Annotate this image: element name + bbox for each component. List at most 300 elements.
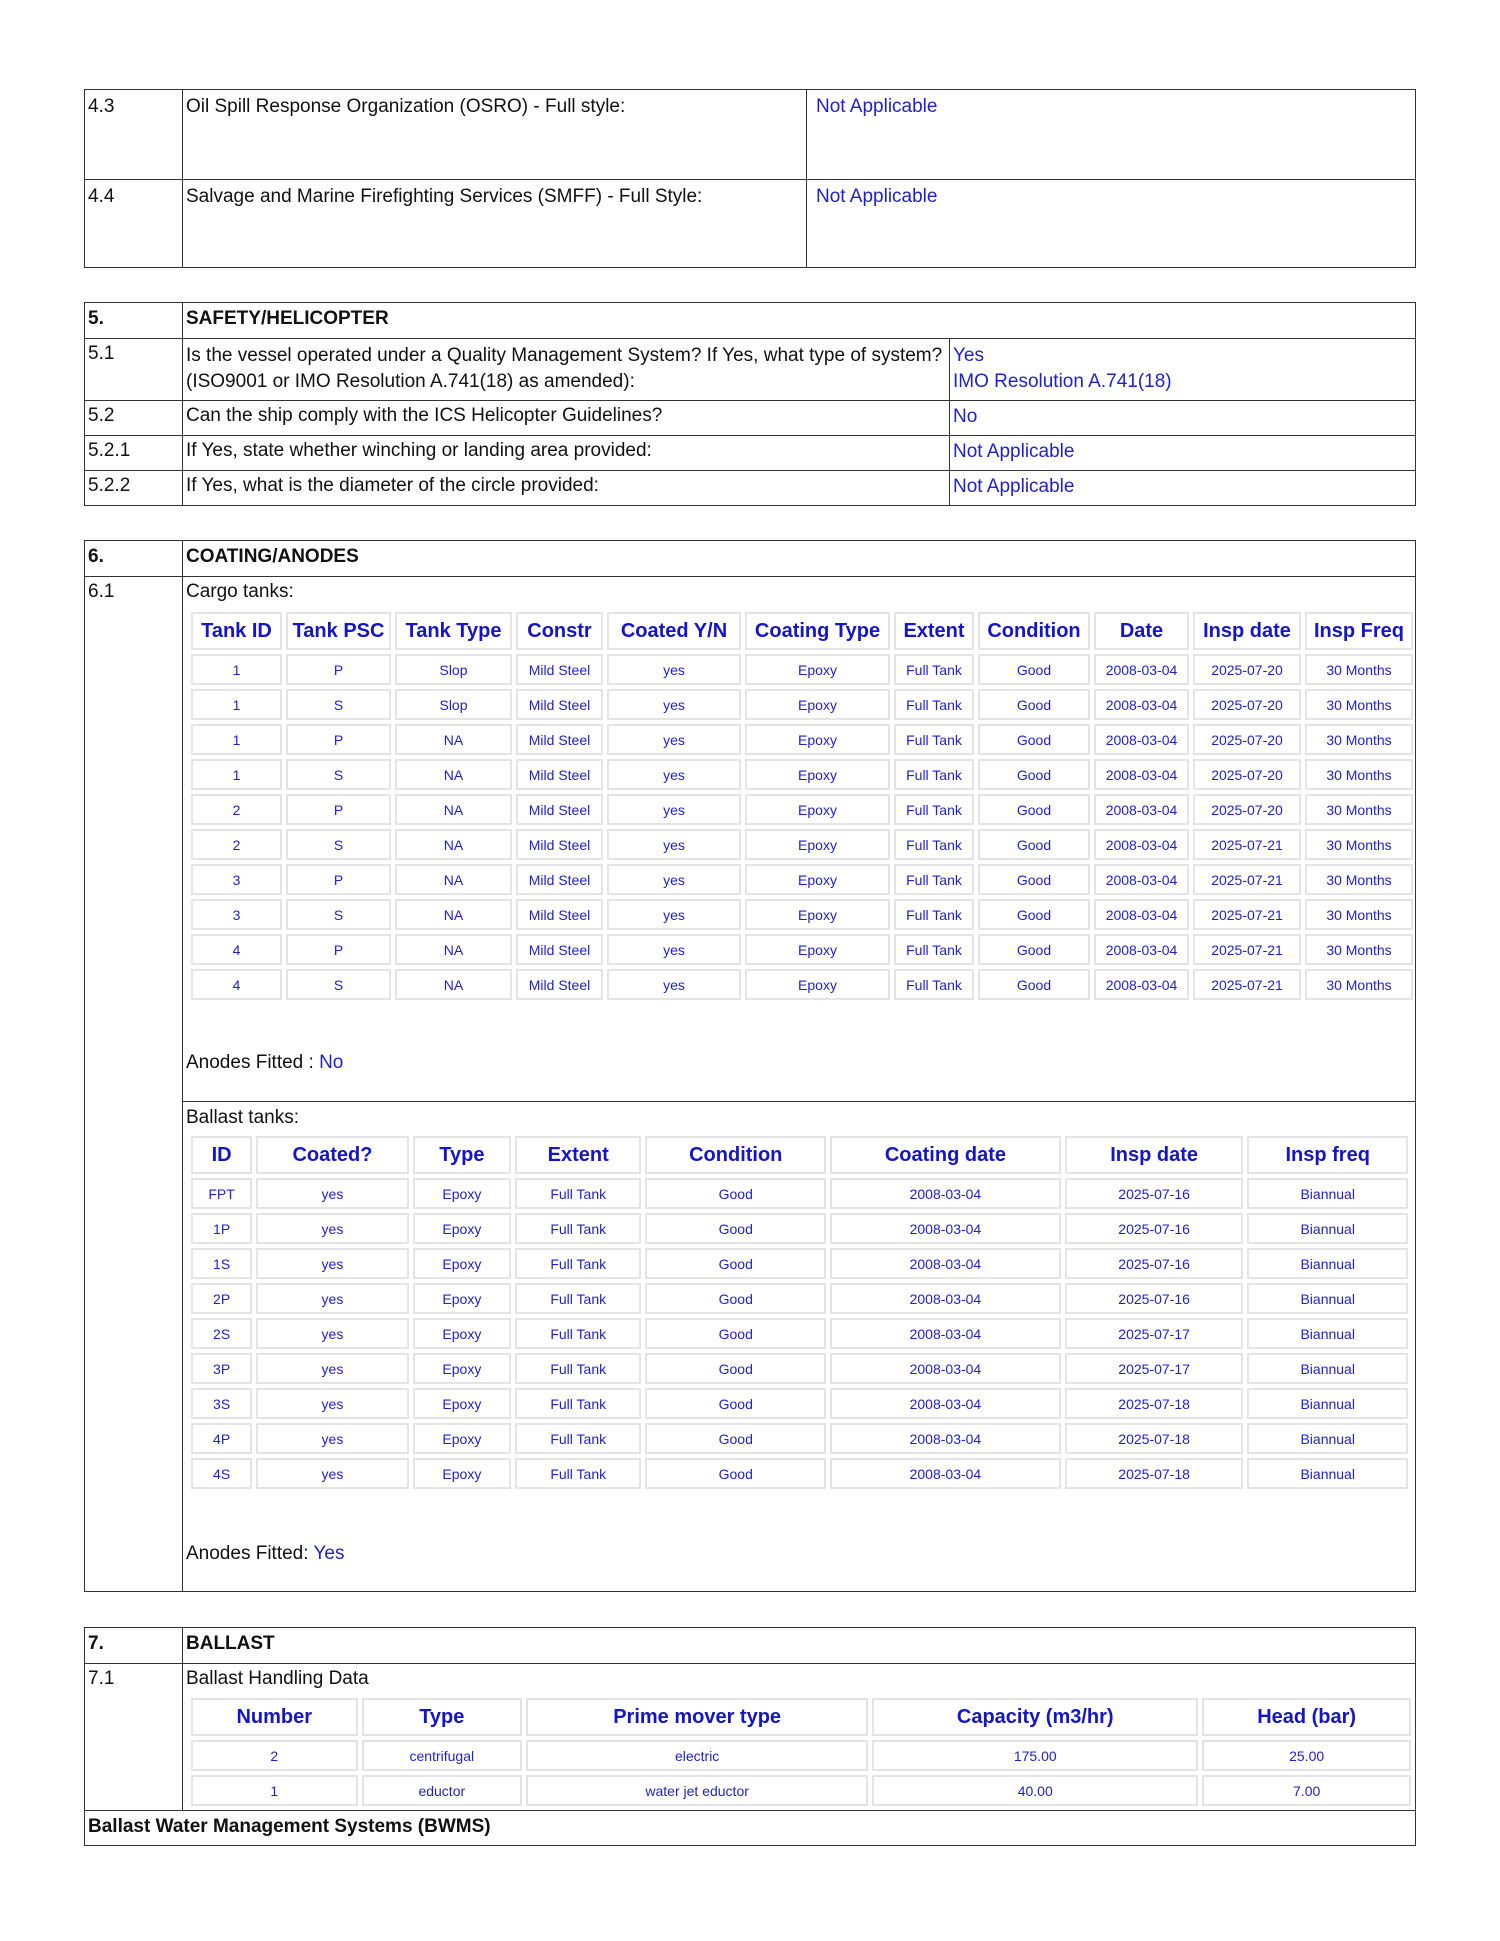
table-cell: 1 <box>191 759 282 790</box>
table-cell: Good <box>978 864 1090 895</box>
table-cell: NA <box>395 864 512 895</box>
table-cell: water jet eductor <box>526 1775 868 1806</box>
row-5-2-1 <box>85 435 1415 470</box>
table-cell: 4 <box>191 969 282 1000</box>
col-header: Tank Type <box>395 612 512 650</box>
table-cell: Good <box>645 1248 826 1279</box>
table-cell: 2025-07-20 <box>1193 759 1301 790</box>
item-label: Oil Spill Response Organization (OSRO) - Full style: <box>186 96 626 117</box>
table-cell: Epoxy <box>413 1178 511 1209</box>
col-header: Condition <box>645 1136 826 1174</box>
col-header: Extent <box>515 1136 641 1174</box>
table-cell: 2025-07-18 <box>1065 1458 1244 1489</box>
table-cell: Biannual <box>1247 1423 1408 1454</box>
table-cell: Full Tank <box>894 794 974 825</box>
table-cell: Good <box>645 1458 826 1489</box>
table-cell: Mild Steel <box>516 829 603 860</box>
section-header <box>85 1628 1415 1663</box>
table-cell: 2008-03-04 <box>1094 899 1189 930</box>
table-cell: 4S <box>191 1458 252 1489</box>
col-header: Prime mover type <box>526 1698 868 1736</box>
table-cell: 1 <box>191 724 282 755</box>
section-7-table <box>84 1627 1416 1846</box>
table-row <box>191 1178 1408 1209</box>
table-cell: Good <box>645 1283 826 1314</box>
table-cell: S <box>286 899 391 930</box>
label-line-2: (ISO9001 or IMO Resolution A.741(18) as amended): <box>186 371 635 392</box>
table-cell: Full Tank <box>515 1388 641 1419</box>
table-cell: 30 Months <box>1305 829 1413 860</box>
table-cell: Mild Steel <box>516 794 603 825</box>
table-row <box>191 654 1413 685</box>
ballast-header-row <box>191 1136 1408 1174</box>
table-cell: Epoxy <box>413 1458 511 1489</box>
table-cell: Epoxy <box>745 794 890 825</box>
table-cell: 30 Months <box>1305 794 1413 825</box>
item-number: 4.4 <box>88 186 115 207</box>
table-cell: 2008-03-04 <box>830 1388 1061 1419</box>
table-cell: 3P <box>191 1353 252 1384</box>
ballast-tanks-table <box>187 1132 1412 1493</box>
table-cell: Full Tank <box>515 1353 641 1384</box>
table-cell: yes <box>256 1388 409 1419</box>
cargo-header-row <box>191 612 1413 650</box>
item-label: Salvage and Marine Firefighting Services (SMFF) - Full Style: <box>186 186 703 207</box>
bwms-row <box>85 1810 1415 1845</box>
table-cell: 4 <box>191 934 282 965</box>
table-cell: Good <box>645 1388 826 1419</box>
col-header: Type <box>362 1698 523 1736</box>
table-row <box>191 1458 1408 1489</box>
table-cell: yes <box>256 1318 409 1349</box>
table-cell: 2 <box>191 829 282 860</box>
row-4-3 <box>85 90 1415 179</box>
table-cell: 2008-03-04 <box>1094 794 1189 825</box>
ballast-handling-label: Ballast Handling Data <box>186 1668 369 1689</box>
table-cell: yes <box>607 654 741 685</box>
table-cell: Epoxy <box>413 1318 511 1349</box>
cargo-anodes-fitted <box>186 1052 343 1074</box>
table-cell: Full Tank <box>515 1283 641 1314</box>
table-cell: Full Tank <box>515 1318 641 1349</box>
table-row <box>191 759 1413 790</box>
table-cell: NA <box>395 759 512 790</box>
cargo-body <box>191 654 1413 1000</box>
row-5-2-2 <box>85 470 1415 505</box>
col-header: Head (bar) <box>1202 1698 1411 1736</box>
section-5-table <box>84 302 1416 506</box>
anodes-label: Anodes Fitted: <box>186 1543 314 1564</box>
table-cell: 1 <box>191 1775 358 1806</box>
table-row <box>191 1353 1408 1384</box>
table-cell: 2025-07-21 <box>1193 969 1301 1000</box>
item-value: Not Applicable <box>816 96 938 117</box>
table-cell: Good <box>978 654 1090 685</box>
table-cell: electric <box>526 1740 868 1771</box>
table-cell: Mild Steel <box>516 759 603 790</box>
table-cell: FPT <box>191 1178 252 1209</box>
bwms-title: Ballast Water Management Systems (BWMS) <box>88 1816 491 1837</box>
table-cell: yes <box>607 829 741 860</box>
table-cell: yes <box>607 689 741 720</box>
item-number: 4.3 <box>88 96 115 117</box>
table-cell: Biannual <box>1247 1178 1408 1209</box>
table-cell: Biannual <box>1247 1353 1408 1384</box>
table-cell: 2025-07-21 <box>1193 829 1301 860</box>
table-cell: Epoxy <box>745 899 890 930</box>
table-cell: Slop <box>395 689 512 720</box>
table-cell: NA <box>395 794 512 825</box>
item-label: Can the ship comply with the ICS Helicopter Guidelines? <box>186 405 663 426</box>
table-cell: Mild Steel <box>516 654 603 685</box>
section-title: COATING/ANODES <box>186 546 359 567</box>
table-cell: 2025-07-20 <box>1193 654 1301 685</box>
table-cell: Biannual <box>1247 1283 1408 1314</box>
table-cell: P <box>286 654 391 685</box>
table-cell: 2025-07-16 <box>1065 1283 1244 1314</box>
item-label: If Yes, what is the diameter of the circle provided: <box>186 475 599 496</box>
col-header: Insp Freq <box>1305 612 1413 650</box>
table-cell: Full Tank <box>515 1178 641 1209</box>
table-cell: S <box>286 759 391 790</box>
col-header: Insp date <box>1065 1136 1244 1174</box>
table-cell: 2008-03-04 <box>830 1423 1061 1454</box>
table-cell: Mild Steel <box>516 689 603 720</box>
divider <box>806 90 807 267</box>
table-cell: 2008-03-04 <box>1094 759 1189 790</box>
table-row <box>191 829 1413 860</box>
table-cell: Mild Steel <box>516 899 603 930</box>
table-cell: 2025-07-21 <box>1193 899 1301 930</box>
table-cell: 2025-07-20 <box>1193 689 1301 720</box>
item-value: Not Applicable <box>953 441 1075 462</box>
value-line-2: IMO Resolution A.741(18) <box>953 371 1172 392</box>
item-number: 5.2.2 <box>88 475 131 496</box>
table-cell: 2025-07-21 <box>1193 934 1301 965</box>
table-cell: 2008-03-04 <box>830 1283 1061 1314</box>
table-cell: S <box>286 829 391 860</box>
table-row <box>191 934 1413 965</box>
ballast-tanks-label: Ballast tanks: <box>186 1107 299 1128</box>
table-cell: 2025-07-18 <box>1065 1423 1244 1454</box>
table-cell: 2008-03-04 <box>830 1458 1061 1489</box>
table-cell: Full Tank <box>515 1423 641 1454</box>
item-value: Not Applicable <box>816 186 938 207</box>
table-cell: Full Tank <box>894 864 974 895</box>
table-cell: Epoxy <box>745 759 890 790</box>
table-cell: P <box>286 934 391 965</box>
table-cell: Biannual <box>1247 1248 1408 1279</box>
col-header: Date <box>1094 612 1189 650</box>
table-cell: Epoxy <box>745 934 890 965</box>
table-cell: Good <box>645 1353 826 1384</box>
table-cell: 2025-07-16 <box>1065 1213 1244 1244</box>
table-cell: Good <box>645 1318 826 1349</box>
table-cell: 30 Months <box>1305 724 1413 755</box>
table-cell: 2025-07-16 <box>1065 1248 1244 1279</box>
table-cell: Good <box>645 1178 826 1209</box>
item-number: 5.1 <box>88 343 115 364</box>
item-label: If Yes, state whether winching or landing area provided: <box>186 440 652 461</box>
row-7-1 <box>85 1663 1415 1810</box>
divider <box>182 1628 183 1663</box>
table-cell: yes <box>256 1213 409 1244</box>
table-cell: yes <box>607 969 741 1000</box>
anodes-value: No <box>319 1052 344 1073</box>
table-cell: 30 Months <box>1305 969 1413 1000</box>
table-row <box>191 1248 1408 1279</box>
table-cell: Full Tank <box>894 724 974 755</box>
table-cell: Full Tank <box>894 654 974 685</box>
table-cell: eductor <box>362 1775 523 1806</box>
table-cell: S <box>286 969 391 1000</box>
section-number: 5. <box>88 308 104 329</box>
table-cell: 2025-07-20 <box>1193 794 1301 825</box>
table-row <box>191 794 1413 825</box>
table-cell: 2008-03-04 <box>830 1178 1061 1209</box>
section-header <box>85 303 1415 338</box>
table-row <box>191 969 1413 1000</box>
table-cell: 3 <box>191 864 282 895</box>
col-header: Capacity (m3/hr) <box>872 1698 1198 1736</box>
table-cell: 2008-03-04 <box>830 1318 1061 1349</box>
section-4-table <box>84 89 1416 268</box>
table-cell: NA <box>395 934 512 965</box>
table-cell: Epoxy <box>745 689 890 720</box>
table-cell: Good <box>978 934 1090 965</box>
table-cell: 2P <box>191 1283 252 1314</box>
table-cell: 7.00 <box>1202 1775 1411 1806</box>
item-number: 5.2.1 <box>88 440 131 461</box>
col-header: Insp freq <box>1247 1136 1408 1174</box>
section-6-table <box>84 540 1416 1592</box>
table-cell: Full Tank <box>515 1248 641 1279</box>
table-cell: Slop <box>395 654 512 685</box>
table-cell: yes <box>607 899 741 930</box>
table-cell: Full Tank <box>894 934 974 965</box>
table-cell: Epoxy <box>745 864 890 895</box>
table-cell: 30 Months <box>1305 864 1413 895</box>
table-cell: Full Tank <box>894 689 974 720</box>
col-header: Type <box>413 1136 511 1174</box>
ballast-anodes-fitted <box>186 1543 344 1565</box>
table-cell: 2025-07-18 <box>1065 1388 1244 1419</box>
table-cell: Epoxy <box>413 1213 511 1244</box>
cargo-tanks-label: Cargo tanks: <box>186 581 294 602</box>
table-cell: Epoxy <box>413 1248 511 1279</box>
table-cell: Mild Steel <box>516 864 603 895</box>
table-cell: 2008-03-04 <box>1094 724 1189 755</box>
table-row <box>191 1740 1411 1771</box>
col-header: Extent <box>894 612 974 650</box>
table-cell: yes <box>256 1283 409 1314</box>
table-cell: Good <box>978 899 1090 930</box>
table-cell: 30 Months <box>1305 759 1413 790</box>
table-cell: Epoxy <box>413 1283 511 1314</box>
table-cell: yes <box>256 1423 409 1454</box>
section-title: BALLAST <box>186 1633 275 1654</box>
row-6-1 <box>85 576 1415 1591</box>
table-cell: Good <box>978 794 1090 825</box>
table-cell: 2008-03-04 <box>1094 829 1189 860</box>
divider <box>182 1664 183 1810</box>
table-cell: 2025-07-17 <box>1065 1353 1244 1384</box>
table-cell: Good <box>978 969 1090 1000</box>
item-number: 6.1 <box>88 581 115 602</box>
table-cell: 25.00 <box>1202 1740 1411 1771</box>
table-cell: Good <box>978 724 1090 755</box>
table-cell: yes <box>607 864 741 895</box>
table-cell: yes <box>256 1248 409 1279</box>
ballast-handling-table <box>187 1694 1415 1810</box>
col-header: Insp date <box>1193 612 1301 650</box>
table-row <box>191 1283 1408 1314</box>
handling-body <box>191 1740 1411 1806</box>
divider <box>182 90 183 267</box>
row-5-2 <box>85 400 1415 435</box>
table-row <box>191 1423 1408 1454</box>
item-number: 5.2 <box>88 405 115 426</box>
table-cell: Mild Steel <box>516 969 603 1000</box>
table-cell: Full Tank <box>515 1213 641 1244</box>
col-header: Coating date <box>830 1136 1061 1174</box>
divider <box>182 303 183 505</box>
table-cell: Biannual <box>1247 1388 1408 1419</box>
table-cell: 40.00 <box>872 1775 1198 1806</box>
table-cell: 1P <box>191 1213 252 1244</box>
table-cell: 1 <box>191 689 282 720</box>
table-cell: yes <box>256 1353 409 1384</box>
table-cell: P <box>286 724 391 755</box>
table-cell: 2008-03-04 <box>1094 654 1189 685</box>
table-cell: 2008-03-04 <box>830 1213 1061 1244</box>
item-value <box>953 343 1172 395</box>
col-header: Tank PSC <box>286 612 391 650</box>
table-cell: yes <box>607 759 741 790</box>
table-cell: 2025-07-20 <box>1193 724 1301 755</box>
table-cell: 2008-03-04 <box>1094 969 1189 1000</box>
table-cell: 30 Months <box>1305 654 1413 685</box>
table-cell: Full Tank <box>894 759 974 790</box>
table-cell: NA <box>395 969 512 1000</box>
table-cell: Epoxy <box>413 1353 511 1384</box>
cargo-tanks-table <box>187 608 1417 1004</box>
table-cell: NA <box>395 829 512 860</box>
table-cell: 1S <box>191 1248 252 1279</box>
table-cell: Good <box>645 1213 826 1244</box>
table-cell: P <box>286 794 391 825</box>
table-row <box>191 899 1413 930</box>
table-row <box>191 1213 1408 1244</box>
ballast-divider <box>182 1101 1415 1102</box>
table-cell: Good <box>978 829 1090 860</box>
table-cell: Epoxy <box>413 1423 511 1454</box>
table-cell: 3S <box>191 1388 252 1419</box>
table-cell: 4P <box>191 1423 252 1454</box>
table-cell: Good <box>645 1423 826 1454</box>
table-row <box>191 724 1413 755</box>
col-header: Constr <box>516 612 603 650</box>
item-number: 7.1 <box>88 1668 115 1689</box>
col-header: Coated Y/N <box>607 612 741 650</box>
table-cell: 2025-07-21 <box>1193 864 1301 895</box>
table-cell: 2008-03-04 <box>1094 934 1189 965</box>
table-cell: centrifugal <box>362 1740 523 1771</box>
table-cell: yes <box>607 794 741 825</box>
table-row <box>191 1318 1408 1349</box>
table-cell: Epoxy <box>745 724 890 755</box>
table-cell: yes <box>256 1178 409 1209</box>
table-cell: Full Tank <box>894 899 974 930</box>
row-4-4 <box>85 179 1415 268</box>
table-cell: 2008-03-04 <box>1094 864 1189 895</box>
table-cell: Full Tank <box>515 1458 641 1489</box>
table-cell: 2008-03-04 <box>1094 689 1189 720</box>
table-cell: Full Tank <box>894 829 974 860</box>
table-cell: 2S <box>191 1318 252 1349</box>
table-row <box>191 864 1413 895</box>
table-cell: 2008-03-04 <box>830 1248 1061 1279</box>
col-header: Coating Type <box>745 612 890 650</box>
table-cell: NA <box>395 899 512 930</box>
table-cell: 30 Months <box>1305 934 1413 965</box>
table-cell: 1 <box>191 654 282 685</box>
table-row <box>191 689 1413 720</box>
value-line-1: Yes <box>953 345 984 366</box>
table-cell: 2025-07-17 <box>1065 1318 1244 1349</box>
divider <box>182 541 183 1591</box>
table-cell: Good <box>978 689 1090 720</box>
table-cell: S <box>286 689 391 720</box>
table-cell: Epoxy <box>745 829 890 860</box>
table-cell: Biannual <box>1247 1213 1408 1244</box>
table-cell: 2008-03-04 <box>830 1353 1061 1384</box>
table-cell: P <box>286 864 391 895</box>
table-cell: 2 <box>191 794 282 825</box>
section-title: SAFETY/HELICOPTER <box>186 308 389 329</box>
label-line-1: Is the vessel operated under a Quality Management System? If Yes, what type of system? <box>186 345 943 366</box>
table-row <box>191 1775 1411 1806</box>
section-number: 6. <box>88 546 104 567</box>
table-cell: Good <box>978 759 1090 790</box>
col-header: Coated? <box>256 1136 409 1174</box>
table-cell: 2 <box>191 1740 358 1771</box>
table-cell: 30 Months <box>1305 689 1413 720</box>
row-5-1 <box>85 338 1415 400</box>
item-value: Not Applicable <box>953 476 1075 497</box>
section-header <box>85 541 1415 576</box>
table-row <box>191 1388 1408 1419</box>
table-cell: Biannual <box>1247 1318 1408 1349</box>
divider <box>949 338 950 505</box>
table-cell: Biannual <box>1247 1458 1408 1489</box>
anodes-label: Anodes Fitted : <box>186 1052 320 1073</box>
section-number: 7. <box>88 1633 104 1654</box>
col-header: Condition <box>978 612 1090 650</box>
table-cell: 175.00 <box>872 1740 1198 1771</box>
col-header: ID <box>191 1136 252 1174</box>
ballast-body <box>191 1178 1408 1489</box>
table-cell: 2025-07-16 <box>1065 1178 1244 1209</box>
col-header: Tank ID <box>191 612 282 650</box>
item-label <box>186 343 942 395</box>
table-cell: Mild Steel <box>516 724 603 755</box>
table-cell: 30 Months <box>1305 899 1413 930</box>
table-cell: Full Tank <box>894 969 974 1000</box>
table-cell: yes <box>607 934 741 965</box>
table-cell: 3 <box>191 899 282 930</box>
handling-header-row <box>191 1698 1411 1736</box>
